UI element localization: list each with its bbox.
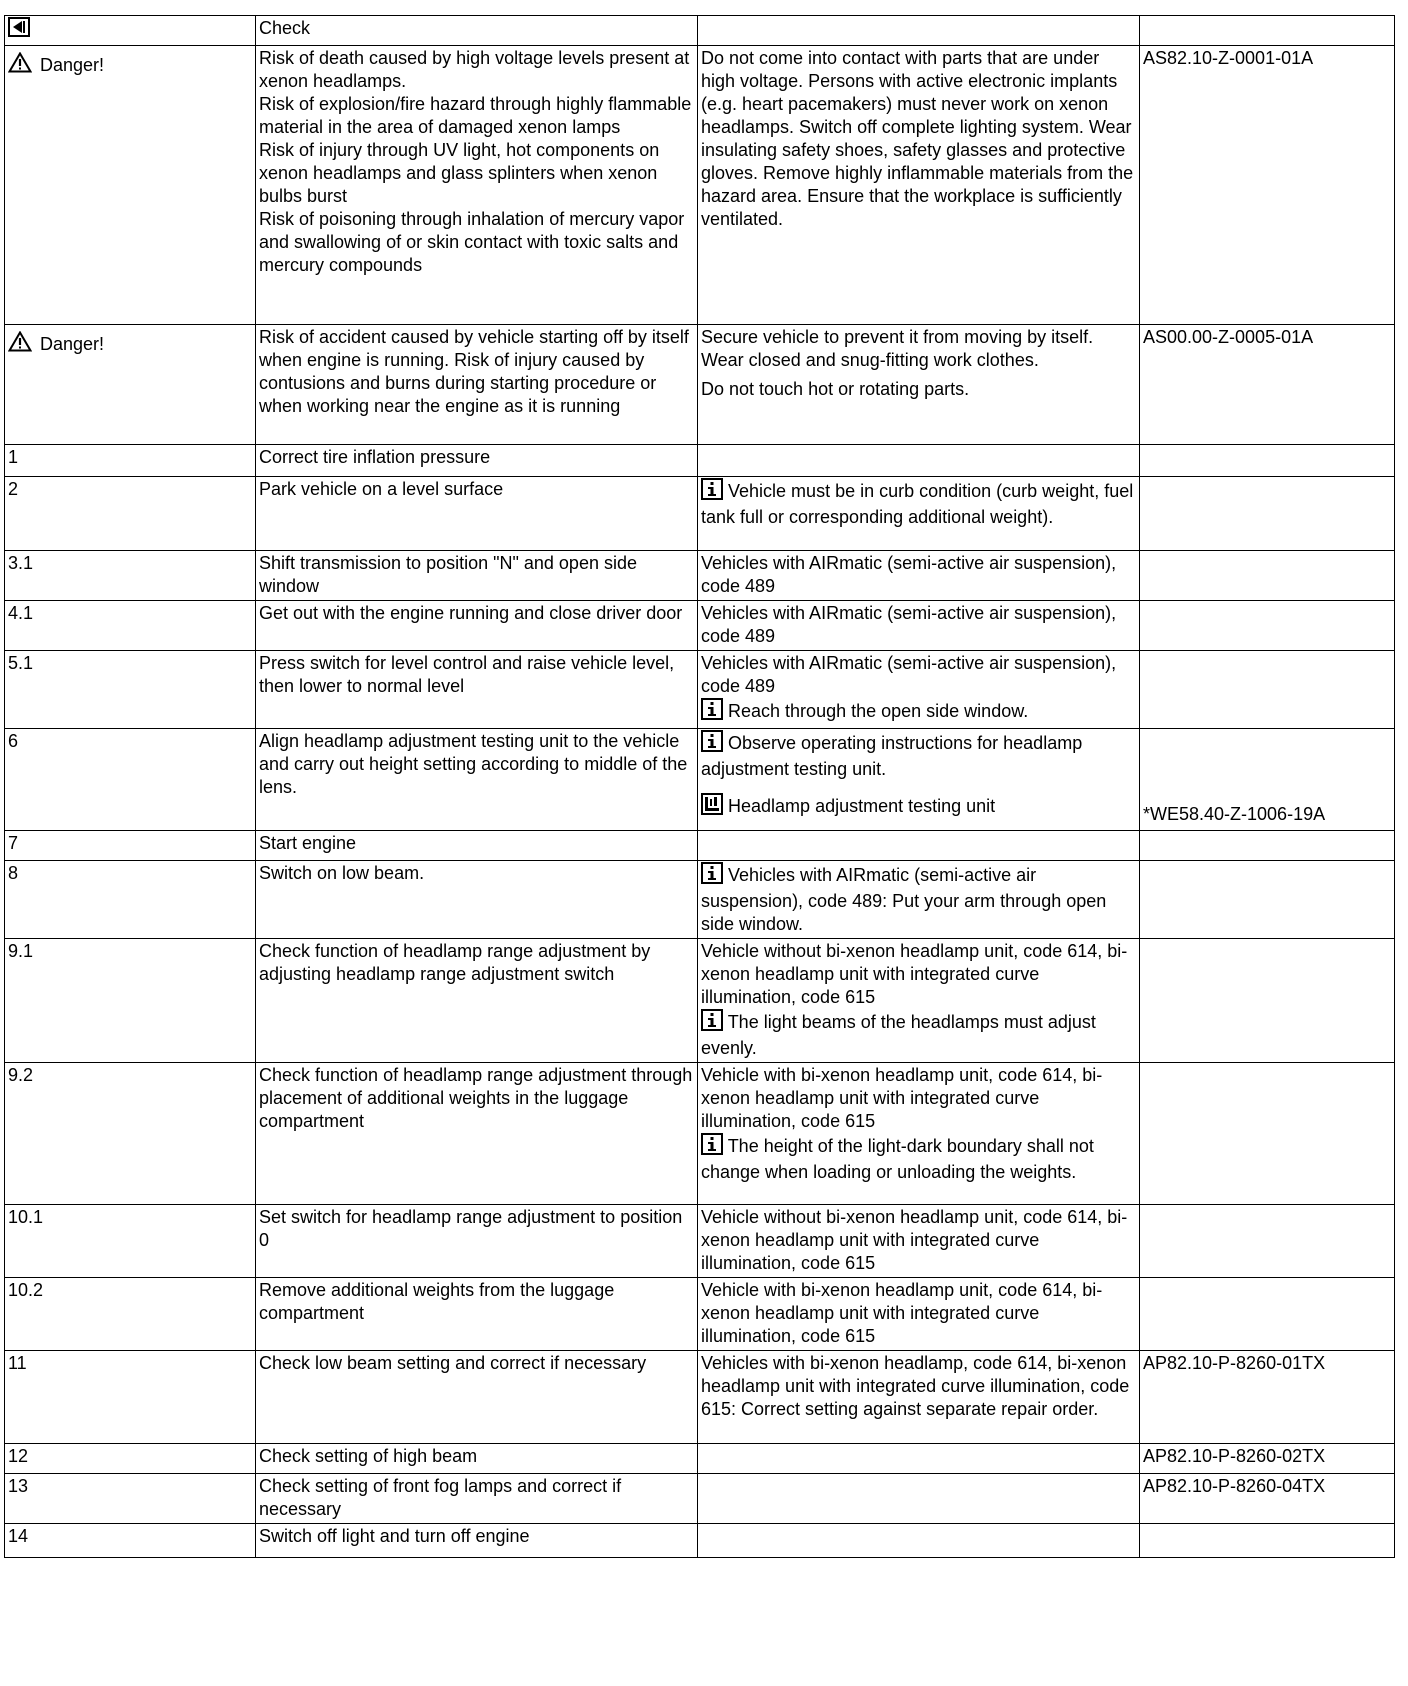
step-detail: Vehicles with bi-xenon headlamp, code 614, bi-xenon headlamp unit with integrated curve illumination, code 615: Correct setting against separate repair order.: [698, 1351, 1140, 1444]
step-detail: [698, 861, 1140, 939]
step-text: Switch on low beam.: [256, 861, 698, 939]
table-row: [5, 939, 1395, 1063]
step-number: 13: [5, 1474, 256, 1524]
step-text: Correct tire inflation pressure: [256, 445, 698, 477]
table-row: [5, 551, 1395, 601]
risk-text: Risk of injury through UV light, hot components on xenon headlamps and glass splinters when xenon bulbs burst: [259, 140, 660, 206]
step-detail-text: Vehicle with bi-xenon headlamp unit, code 614, bi-xenon headlamp unit with integrated curve illumination, code 615: [701, 1065, 1103, 1131]
step-detail: Vehicle without bi-xenon headlamp unit, code 614, bi-xenon headlamp unit with integrated curve illumination, code 615: [698, 1205, 1140, 1278]
step-number: 6: [5, 729, 256, 831]
step-detail: Vehicles with AIRmatic (semi-active air suspension), code 489: [698, 601, 1140, 651]
step-text: Remove additional weights from the luggage compartment: [256, 1278, 698, 1351]
danger-label-cell: [5, 325, 256, 445]
step-text: Park vehicle on a level surface: [256, 477, 698, 551]
warning-triangle-icon: [8, 52, 32, 79]
step-number: 2: [5, 477, 256, 551]
step-number: 4.1: [5, 601, 256, 651]
danger-row: [5, 325, 1395, 445]
step-number: 9.2: [5, 1063, 256, 1205]
step-detail: [698, 477, 1140, 551]
info-note: The height of the light-dark boundary shall not change when loading or unloading the weights.: [701, 1136, 1094, 1182]
risk-text: Risk of poisoning through inhalation of mercury vapor and swallowing of or skin contact with toxic salts and mercury compounds: [259, 209, 685, 275]
info-icon: [701, 698, 723, 726]
step-text: Press switch for level control and raise vehicle level, then lower to normal level: [256, 651, 698, 729]
danger-label: Danger!: [40, 334, 105, 354]
tool-ref-link[interactable]: *WE58.40-Z-1006-19A: [1143, 804, 1326, 824]
tool-icon: [701, 793, 723, 821]
step-text: Start engine: [256, 831, 698, 861]
info-note: Vehicles with AIRmatic (semi-active air suspension), code 489: Put your arm through open side window.: [701, 865, 1107, 934]
measure-text: Do not touch hot or rotating parts.: [701, 379, 970, 399]
risk-text: Risk of explosion/fire hazard through highly flammable material in the area of damaged xenon lamps: [259, 94, 692, 137]
step-number: 12: [5, 1444, 256, 1474]
table-row: [5, 861, 1395, 939]
danger-risks: [256, 46, 698, 325]
step-number: 9.1: [5, 939, 256, 1063]
danger-measures: Do not come into contact with parts that are under high voltage. Persons with active electronic implants (e.g. heart pacemakers) must never work on xenon headlamps. Switch off complete lighting system. Wear insulating safety shoes, safety glasses and protective gloves. Remove highly inflammable materials from the hazard area. Ensure that the workplace is sufficiently ventilated.: [698, 46, 1140, 325]
step-ref-link[interactable]: AP82.10-P-8260-02TX: [1140, 1444, 1395, 1474]
table-row: [5, 1351, 1395, 1444]
step-detail-text: Vehicle without bi-xenon headlamp unit, code 614, bi-xenon headlamp unit with integrated curve illumination, code 615: [701, 941, 1128, 1007]
step-text: Check setting of front fog lamps and correct if necessary: [256, 1474, 698, 1524]
step-number: 1: [5, 445, 256, 477]
danger-ref-link[interactable]: AS00.00-Z-0005-01A: [1140, 325, 1395, 445]
step-ref-cell: [1140, 729, 1395, 831]
info-note: Observe operating instructions for headlamp adjustment testing unit.: [701, 733, 1083, 779]
danger-label-cell: [5, 46, 256, 325]
step-detail: Vehicles with AIRmatic (semi-active air suspension), code 489: [698, 551, 1140, 601]
procedure-table: [4, 15, 1395, 1558]
step-text: Check low beam setting and correct if necessary: [256, 1351, 698, 1444]
danger-ref-link[interactable]: AS82.10-Z-0001-01A: [1140, 46, 1395, 325]
table-row: [5, 477, 1395, 551]
step-ref-link[interactable]: AP82.10-P-8260-04TX: [1140, 1474, 1395, 1524]
back-arrow-icon[interactable]: [8, 17, 30, 43]
step-detail: Vehicle with bi-xenon headlamp unit, code 614, bi-xenon headlamp unit with integrated curve illumination, code 615: [698, 1278, 1140, 1351]
table-row: [5, 445, 1395, 477]
info-icon: [701, 862, 723, 890]
step-text: Shift transmission to position "N" and open side window: [256, 551, 698, 601]
step-ref-link[interactable]: AP82.10-P-8260-01TX: [1140, 1351, 1395, 1444]
info-note: Reach through the open side window.: [728, 701, 1029, 721]
table-row: [5, 601, 1395, 651]
header-title: Check: [256, 16, 698, 46]
table-row: [5, 831, 1395, 861]
table-row: [5, 1205, 1395, 1278]
table-row: [5, 651, 1395, 729]
danger-label: Danger!: [40, 55, 105, 75]
info-icon: [701, 730, 723, 758]
step-number: 10.2: [5, 1278, 256, 1351]
step-text: Switch off light and turn off engine: [256, 1524, 698, 1558]
step-number: 7: [5, 831, 256, 861]
step-number: 3.1: [5, 551, 256, 601]
table-header-row: [5, 16, 1395, 46]
danger-measures: [698, 325, 1140, 445]
measure-text: Wear closed and snug-fitting work clothes.: [701, 350, 1039, 370]
table-row: [5, 729, 1395, 831]
risk-text: Risk of accident caused by vehicle starting off by itself when engine is running. Risk of injury caused by contusions and burns during starting procedure or when working near the engine as it is running: [259, 327, 689, 416]
table-row: [5, 1444, 1395, 1474]
header-empty-cell: [1140, 16, 1395, 46]
table-row: [5, 1063, 1395, 1205]
step-text: Align headlamp adjustment testing unit to the vehicle and carry out height setting according to middle of the lens.: [256, 729, 698, 831]
step-text: Set switch for headlamp range adjustment to position 0: [256, 1205, 698, 1278]
header-empty-cell: [698, 16, 1140, 46]
measure-text: Secure vehicle to prevent it from moving by itself.: [701, 327, 1094, 347]
info-note: Vehicle must be in curb condition (curb weight, fuel tank full or corresponding additional weight).: [701, 481, 1134, 527]
step-detail: [698, 1063, 1140, 1205]
step-detail: [698, 729, 1140, 831]
step-number: 8: [5, 861, 256, 939]
step-text: Get out with the engine running and close driver door: [256, 601, 698, 651]
step-detail: [698, 651, 1140, 729]
danger-risks: [256, 325, 698, 445]
table-row: [5, 1474, 1395, 1524]
step-number: 11: [5, 1351, 256, 1444]
info-icon: [701, 478, 723, 506]
danger-row: [5, 46, 1395, 325]
table-row: [5, 1278, 1395, 1351]
step-text: Check setting of high beam: [256, 1444, 698, 1474]
info-icon: [701, 1009, 723, 1037]
info-note: The light beams of the headlamps must adjust evenly.: [701, 1012, 1096, 1058]
table-row: [5, 1524, 1395, 1558]
step-number: 5.1: [5, 651, 256, 729]
risk-text: Risk of death caused by high voltage levels present at xenon headlamps.: [259, 48, 690, 91]
step-text: Check function of headlamp range adjustment through placement of additional weights in the luggage compartment: [256, 1063, 698, 1205]
step-number: 14: [5, 1524, 256, 1558]
tool-name: Headlamp adjustment testing unit: [728, 796, 996, 816]
header-nav-cell: [5, 16, 256, 46]
step-detail-text: Vehicles with AIRmatic (semi-active air suspension), code 489: [701, 653, 1117, 696]
step-number: 10.1: [5, 1205, 256, 1278]
step-text: Check function of headlamp range adjustment by adjusting headlamp range adjustment switch: [256, 939, 698, 1063]
info-icon: [701, 1133, 723, 1161]
warning-triangle-icon: [8, 331, 32, 358]
step-detail: [698, 939, 1140, 1063]
